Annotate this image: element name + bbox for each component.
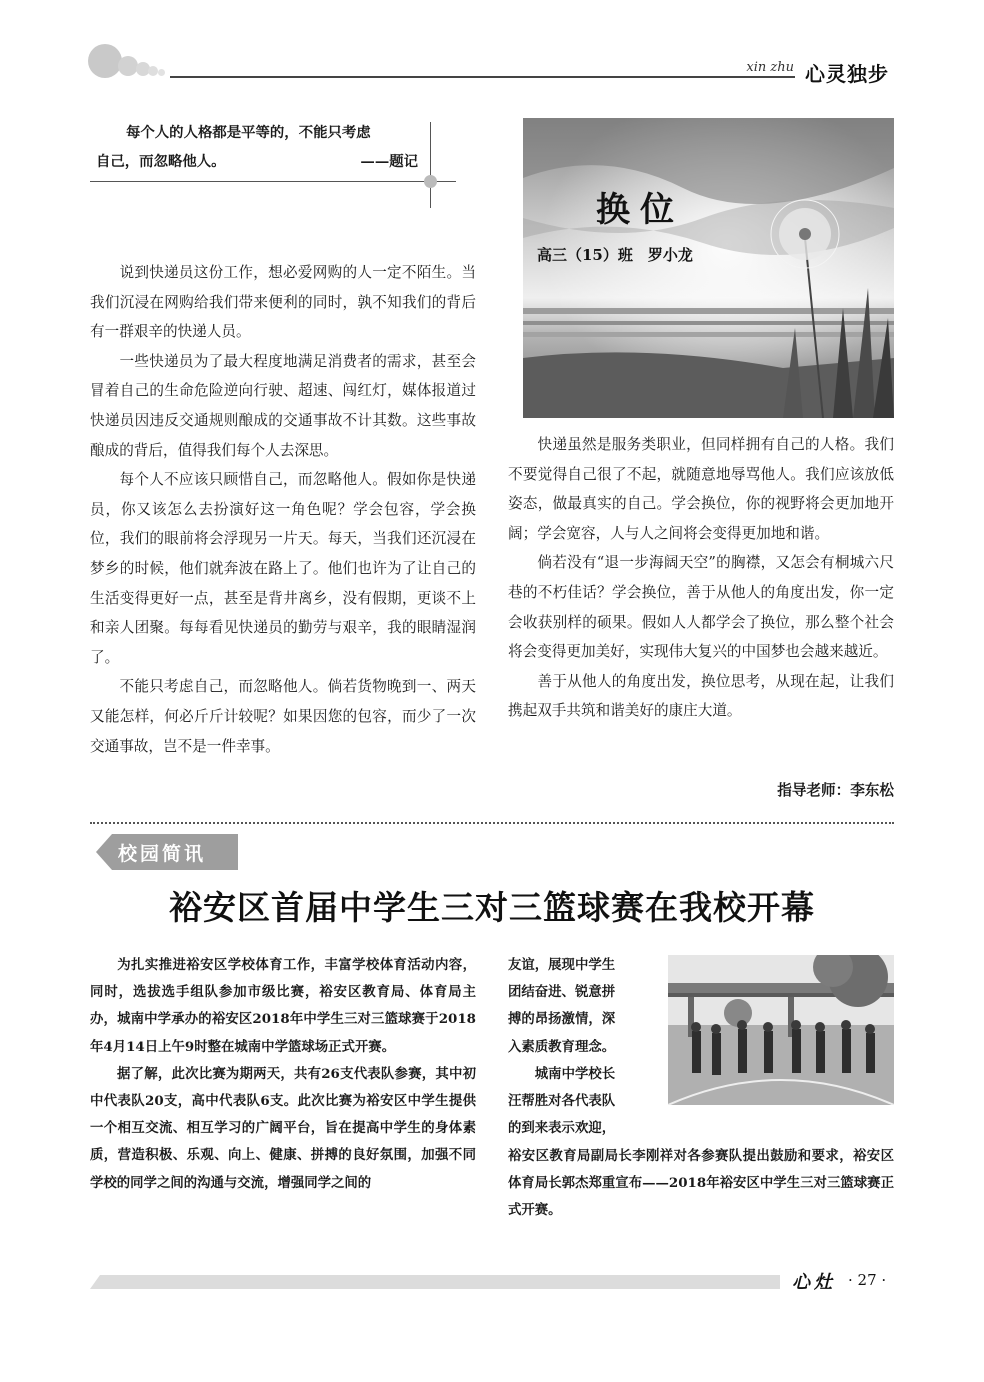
essay-paragraph: 快递虽然是服务类职业，但同样拥有自己的人格。我们不要觉得自己很了不起，就随意地辱骂他人。我们应该放低姿态，做最真实的自己。学会换位，你的视野将会更加地开阔；学会宽容，人与人之间将会变得更加地和谐。 [508, 436, 894, 542]
essay-paragraph: 不能只考虑自己，而忽略他人。倘若货物晚到一、两天又能怎样，何必斤斤计较呢？如果因您的包容，而少了一次交通事故，岂不是一件幸事。 [90, 678, 476, 755]
epigraph-signature: ——题记 [360, 153, 418, 170]
header-pinyin: xin zhu [746, 60, 794, 75]
news-paragraph: 为扎实推进裕安区学校体育工作，丰富学校体育活动内容，同时，选拔选手组队参加市级比赛，裕安区教育局、体育局主办，城南中学承办的裕安区2018年中学生三对三篮球赛于2018年4月14日上午9时整在城南中学篮球场正式开赛。 [90, 957, 476, 1055]
news-line: 团结奋进、锐意拼 [508, 984, 616, 1001]
news-headline: 裕安区首届中学生三对三篮球赛在我校开幕 [169, 888, 815, 927]
essay-paragraph: 每个人不应该只顾惜自己，而忽略他人。假如你是快递员，你又该怎么去扮演好这一角色呢？学会包容，学会换位，我们的眼前将会浮现另一片天。每天，当我们还沉浸在梦乡的时候，他们就奔波在路上了。他们也许为了让自己的生活变得更好一点，甚至是背井离乡，没有假期，更谈不上和亲人团聚。每每看见快递员的勤劳与艰辛，我的眼睛湿润了。 [90, 471, 476, 666]
page-number: · 27 · [848, 1271, 887, 1289]
title-illustration [523, 118, 894, 418]
news-line: 城南中学校长 [534, 1065, 616, 1082]
essay-paragraph: 善于从他人的角度出发，换位思考，从现在起，让我们携起双手共筑和谐美好的康庄大道。 [508, 672, 894, 720]
header-column-title: 心灵独步 [805, 62, 889, 86]
epigraph-rule [90, 181, 456, 182]
epigraph-line1: 每个人的人格都是平等的，不能只考虑 [126, 124, 371, 141]
news-line: 友谊，展现中学生 [508, 957, 616, 973]
essay-right-column [508, 430, 894, 726]
essay-byline: 高三（15）班 罗小龙 [537, 246, 693, 264]
footer-band [90, 1274, 780, 1288]
news-paragraph: 裕安区教育局副局长李刚祥对各参赛队提出鼓励和要求，裕安区体育局长郭杰郑重宣布——2018年裕安区中学生三对三篮球赛正式开赛。 [508, 1148, 894, 1219]
news-photo [668, 955, 894, 1105]
essay-paragraph: 一些快递员为了最大程度地满足消费者的需求，甚至会冒着自己的生命危险逆向行驶、超速、闯红灯，媒体报道过快递员因违反交通规则酿成的交通事故不计其数。这些事故酿成的背后，值得我们每个人去深思。 [90, 352, 476, 459]
teacher-credit: 指导老师：李东松 [777, 782, 894, 799]
epigraph-vertical-rule [430, 122, 431, 208]
section-tag: 校园简讯 [118, 843, 207, 865]
essay-left-column [90, 258, 476, 761]
news-line: 搏的昂扬激情，深 [508, 1011, 616, 1028]
epigraph-line2: 自己，而忽略他人。 [96, 153, 226, 170]
news-column-1 [90, 952, 476, 1197]
news-line: 入素质教育理念。 [508, 1038, 616, 1055]
essay-title: 换位 [596, 190, 684, 230]
section-divider [90, 822, 894, 824]
essay-paragraph: 倘若没有“退一步海阔天空”的胸襟，又怎会有桐城六尺巷的不朽佳话？学会换位，善于从他人的角度出发，你一定会收获别样的硕果。假如人人都学会了换位，那么整个社会将会变得更加美好，实现伟大复兴的中国梦也会越来越近。 [508, 554, 894, 661]
news-paragraph: 据了解，此次比赛为期两天，共有26支代表队参赛，其中初中代表队20支，高中代表队6支。此次比赛为裕安区中学生提供一个相互交流、相互学习的广阔平台，旨在提高中学生的身体素质，营造积极、乐观、向上、健康、拼搏的良好氛围，加强不同学校的同学之间的沟通与交流，增强同学之间的 [90, 1065, 476, 1191]
news-column-2-bottom [508, 1143, 894, 1225]
footer-magazine: 心灶 [792, 1272, 836, 1293]
news-line: 的到来表示欢迎， [508, 1120, 616, 1137]
epigraph [90, 118, 442, 176]
epigraph-dot [424, 175, 437, 188]
news-line: 汪帮胜对各代表队 [508, 1093, 616, 1110]
header-rule [170, 76, 795, 78]
news-column-2 [508, 952, 664, 1142]
essay-paragraph: 说到快递员这份工作，想必爱网购的人一定不陌生。当我们沉浸在网购给我们带来便利的同时，孰不知我们的背后有一群艰辛的快递人员。 [90, 264, 476, 341]
